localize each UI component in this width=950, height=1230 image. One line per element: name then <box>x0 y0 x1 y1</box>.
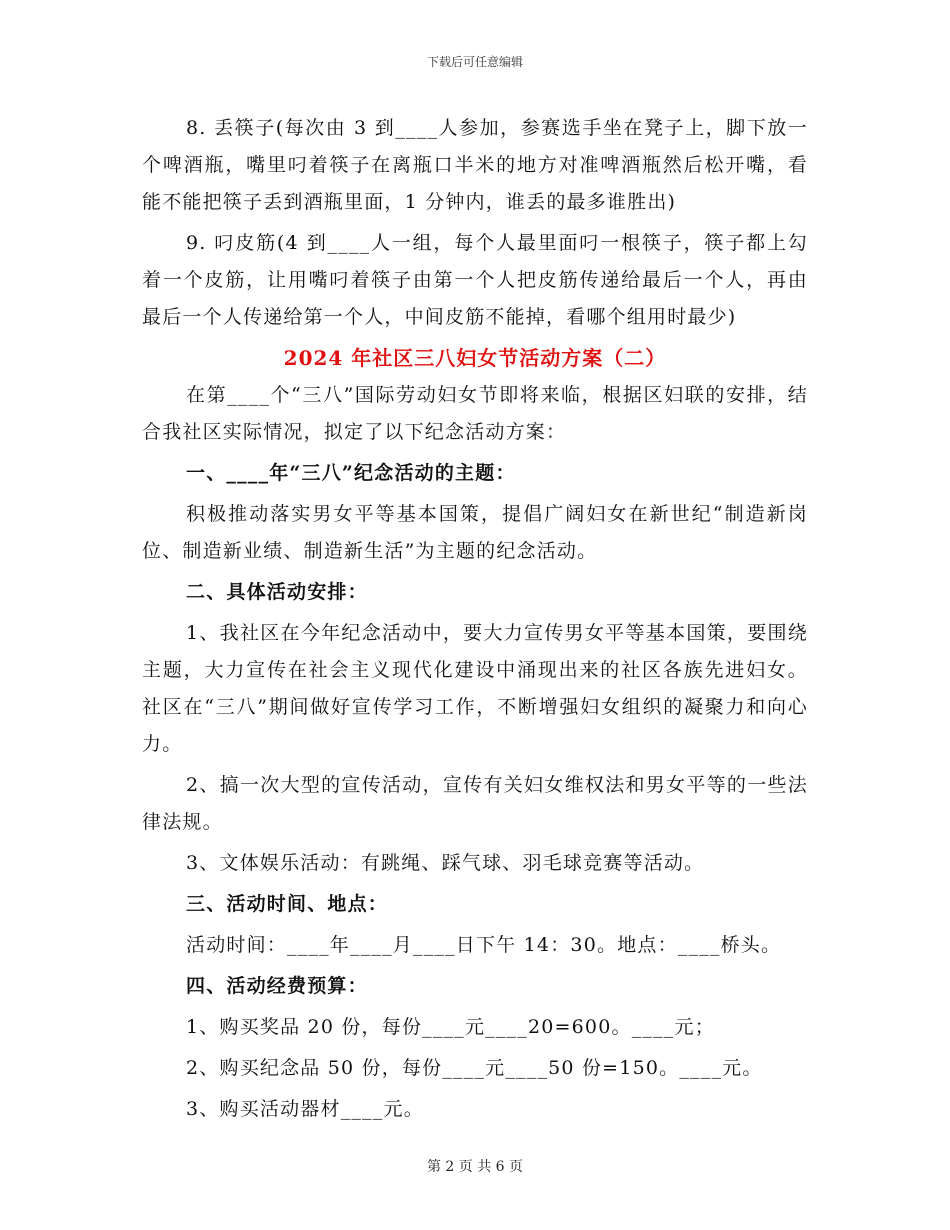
document-title: 2024 年社区三八妇女节活动方案（二） <box>283 346 667 370</box>
paragraph-arrangement-3: 3、文体娱乐活动：有跳绳、踩气球、羽毛球竞赛等活动。 <box>186 852 705 874</box>
paragraph-arrangement-2: 2、搞一次大型的宣传活动，宣传有关妇女维权法和男女平等的一些法律法规。 <box>142 774 808 833</box>
paragraph-theme: 积极推动落实男女平等基本国策，提倡广阔妇女在新世纪“制造新岗位、制造新业绩、制造新生活”为主题的纪念活动。 <box>142 503 808 562</box>
page-header: 下载后可任意编辑 <box>426 55 523 69</box>
heading-theme: 一、____年“三八”纪念活动的主题： <box>186 462 516 484</box>
paragraph-intro: 在第____个“三八”国际劳动妇女节即将来临，根据区妇联的安排，结合我社区实际情况，拟定了以下纪念活动方案： <box>142 384 808 443</box>
document-body <box>142 110 808 1128</box>
paragraph-budget-1: 1、购买奖品 20 份，每份____元____20=600。____元； <box>186 1016 715 1038</box>
heading-time-place: 三、活动时间、地点： <box>186 893 389 915</box>
paragraph-time-place: 活动时间：____年____月____日下午 14：30。地点：____桥头。 <box>186 934 782 956</box>
page-footer: 第 2 页 共 6 页 <box>426 1159 524 1175</box>
paragraph-budget-2: 2、购买纪念品 50 份，每份____元____50 份=150。____元。 <box>186 1057 763 1079</box>
heading-arrangements: 二、具体活动安排： <box>186 581 368 603</box>
paragraph-arrangement-1: 1、我社区在今年纪念活动中，要大力宣传男女平等基本国策，要围绕主题，大力宣传在社会主义现代化建设中涌现出来的社区各族先进妇女。社区在“三八”期间做好宣传学习工作，不断增强妇女组织的凝聚力和向心力。 <box>142 622 808 755</box>
heading-budget: 四、活动经费预算： <box>186 975 368 997</box>
paragraph-item-9: 9. 叼皮筋(4 到____人一组，每个人最里面叼一根筷子，筷子都上勾着一个皮筋，让用嘴叼着筷子由第一个人把皮筋传递给最后一个人，再由最后一个人传递给第一个人，中间皮筋不能掉，看哪个组用时最少) <box>142 232 808 328</box>
paragraph-budget-3: 3、购买活动器材____元。 <box>186 1098 424 1120</box>
paragraph-item-8: 8. 丢筷子(每次由 3 到____人参加，参赛选手坐在凳子上，脚下放一个啤酒瓶，嘴里叼着筷子在离瓶口半米的地方对准啤酒瓶然后松开嘴，看能不能把筷子丢到酒瓶里面，1 分钟内，谁丢的最多谁胜出) <box>142 117 808 213</box>
